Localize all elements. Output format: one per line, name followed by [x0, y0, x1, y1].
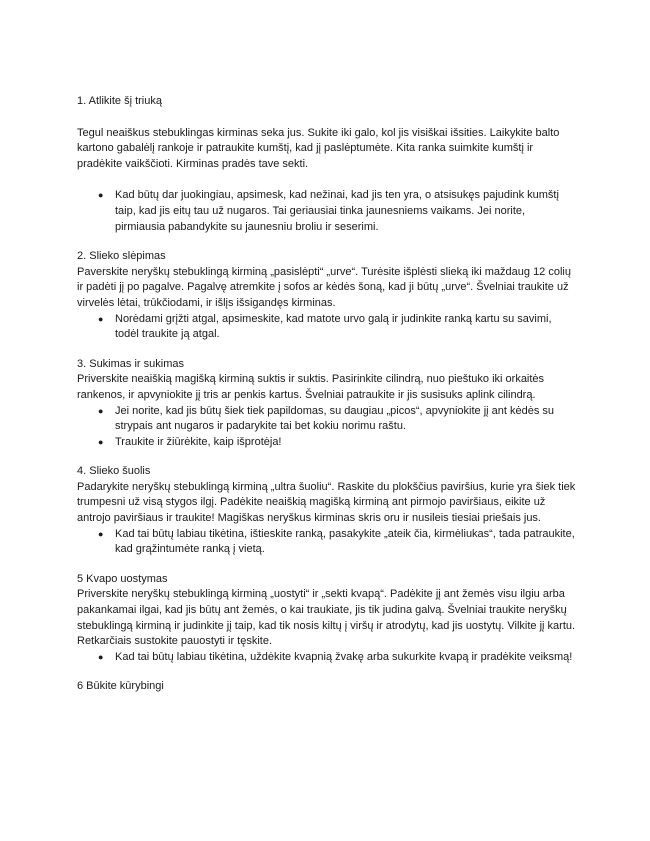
section-heading: 1. Atlikite šį triuką [77, 95, 162, 107]
section-paragraph: Priverskite neaiškią magišką kirminą suktis ir suktis. Pasirinkite cilindrą, nuo pieštuko iki orkaitės rankenos, ir apvyniokite jį tris ar penkis kartus. Švelniai patraukite ir jis susisuks aplink cilindrą. [77, 373, 545, 401]
bullet-list [77, 188, 577, 235]
section-paragraph: Tegul neaiškus stebuklingas kirminas seka jus. Sukite iki galo, kol jis visiškai išsities. Laikykite balto kartono gabalėlį rankoje ir patraukite kumštį, kad jį paslėptumėte. Kita ranka suimkite kumštį ir pradėkite vaikščioti. Kirminas pradės tave sekti. [77, 126, 560, 170]
bullet-icon: ● [98, 313, 104, 324]
section-heading: 5 Kvapo uostymas [77, 572, 168, 585]
section-5 [77, 572, 577, 666]
section-2 [77, 249, 577, 343]
bullet-icon: ● [98, 436, 104, 447]
section-heading: 3. Sukimas ir sukimas [77, 357, 184, 370]
bullet-text: Jei norite, kad jis būtų šiek tiek papildomas, su daugiau „picos“, apvyniokite jį ant kėdės su strypais ant nugaros ir padarykite tai bet kokiu norimu raštu. [115, 404, 555, 433]
bullet-text: Norėdami grįžti atgal, apsimeskite, kad matote urvo galą ir judinkite ranką kartu su savimi, todėl traukite ją atgal. [115, 312, 552, 341]
bullet-list [77, 404, 577, 451]
bullet-icon: ● [98, 528, 104, 539]
bullet-icon: ● [98, 405, 104, 416]
list-item [77, 527, 577, 558]
bullet-icon: ● [98, 651, 104, 662]
section-3 [77, 357, 577, 451]
list-item [77, 435, 577, 451]
list-item [77, 404, 577, 435]
document-page [77, 94, 577, 695]
section-4 [77, 464, 577, 558]
bullet-text: Kad tai būtų labiau tikėtina, uždėkite kvapnią žvakę arba sukurkite kvapą ir pradėkite veiksmą! [115, 650, 573, 663]
section-heading: 2. Slieko slėpimas [77, 250, 166, 263]
bullet-icon: ● [98, 190, 104, 201]
bullet-text: Kad būtų dar juokingiau, apsimesk, kad nežinai, kad jis ten yra, o atsisukęs pajudink kumštį taip, kad jis eitų tau už nugaros. Tai geriausiai tinka jaunesniems vaikams. Jei norite, pirmiausia pabandykite su jaunesniu broliu ir seserimi. [115, 189, 559, 233]
list-item [77, 188, 577, 235]
section-paragraph: Priverskite neryškų stebuklingą kirminą „uostyti“ ir „sekti kvapą“. Padėkite jį ant žemės visu ilgiu arba pakankamai ilgai, kad jis būtų ant žemės, o kai traukiate, jis tik judina galvą. Švelniai traukite neryškų stebuklingą kirminą ir judinkite jį taip, kad tik nosis kiltų į viršų ir atrodytų, kad jis uostytų. Vilkite jį kartu. Retkarčiais sustokite pauostyti ir tęskite. [77, 588, 576, 648]
section-heading: 6 Būkite kūrybingi [77, 680, 164, 693]
section-1 [77, 94, 577, 235]
section-6 [77, 679, 577, 695]
bullet-list [77, 312, 577, 343]
bullet-list [77, 650, 577, 666]
bullet-text: Kad tai būtų labiau tikėtina, ištieskite ranką, pasakykite „ateik čia, kirmėliukas“, tada patraukite, kad grąžintumėte ranką į vietą. [115, 527, 575, 556]
bullet-text: Traukite ir žiūrėkite, kaip išprotėja! [115, 435, 282, 448]
list-item [77, 650, 577, 666]
bullet-list [77, 527, 577, 558]
list-item [77, 312, 577, 343]
section-paragraph: Padarykite neryškų stebuklingą kirminą „ultra šuoliu“. Raskite du plokščius paviršius, kurie yra šiek tiek trumpesni už visą stygos ilgį. Padėkite neaiškią magišką kirminą ant pirmojo paviršiaus, eikite už antrojo paviršiaus ir traukite! Magiškas neryškus kirminas skris oru ir nusileis tiesiai priešais jus. [77, 480, 576, 525]
section-heading: 4. Slieko šuolis [77, 465, 151, 478]
section-paragraph: Paverskite neryškų stebuklingą kirminą „pasislėpti“ „urve“. Turėsite išplėsti slieką iki maždaug 12 colių ir padėti jį po pagalve. Pagalvę atremkite į sofos ar kėdės šoną, kad ji būtų „urve“. Švelniai traukite už virvelės lėtai, trūkčiodami, ir išlįs išsigandęs kirminas. [77, 265, 571, 309]
